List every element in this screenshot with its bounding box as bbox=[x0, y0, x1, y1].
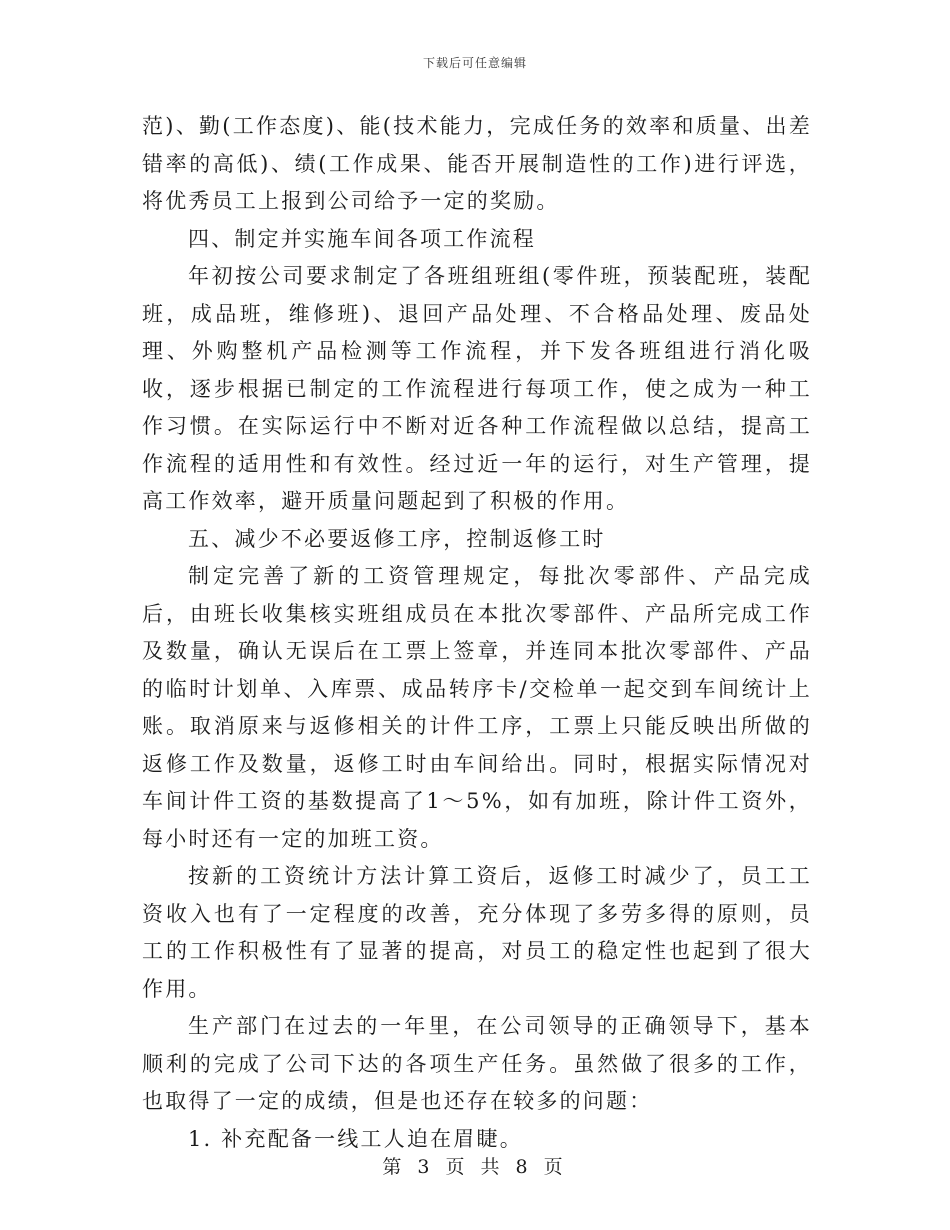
paragraph-summary: 生产部门在过去的一年里，在公司领导的正确领导下，基本顺利的完成了公司下达的各项生产任务。虽然做了很多的工作，也取得了一定的成绩，但是也还存在较多的问题： bbox=[142, 1014, 812, 1113]
page-header: 下载后可任意编辑 bbox=[422, 56, 527, 70]
page-number: 第 3 页 共 8 页 bbox=[382, 1156, 568, 1178]
paragraph-evaluation-criteria: 范)、勤(工作态度)、能(技术能力，完成任务的效率和质量、出差错率的高低)、绩(工作成果、能否开展制造性的工作)进行评选，将优秀员工上报到公司给予一定的奖励。 bbox=[142, 114, 812, 213]
section-heading-workflow: 四、制定并实施车间各项工作流程 bbox=[188, 226, 536, 251]
paragraph-wage-rules: 制定完善了新的工资管理规定，每批次零部件、产品完成后，由班长收集核实班组成员在本批次零部件、产品所完成工作及数量，确认无误后在工票上签章，并连同本批次零部件、产品的临时计划单、入库票、成品转序卡/交检单一起交到车间统计上账。取消原来与返修相关的计件工序，工票上只能反映出所做的返修工作及数量，返修工时由车间给出。同时，根据实际情况对车间计件工资的基数提高了1～5%，如有加班，除计件工资外，每小时还有一定的加班工资。 bbox=[142, 564, 812, 851]
paragraph-wage-results: 按新的工资统计方法计算工资后，返修工时减少了，员工工资收入也有了一定程度的改善，充分体现了多劳多得的原则，员工的工作积极性有了显著的提高，对员工的稳定性也起到了很大作用。 bbox=[142, 864, 812, 1001]
list-item-problem-1: 1. 补充配备一线工人迫在眉睫。 bbox=[188, 1126, 523, 1151]
paragraph-workflow: 年初按公司要求制定了各班组班组(零件班，预装配班，装配班，成品班，维修班)、退回产品处理、不合格品处理、废品处理、外购整机产品检测等工作流程，并下发各班组进行消化吸收，逐步根据已制定的工作流程进行每项工作，使之成为一种工作习惯。在实际运行中不断对近各种工作流程做以总结，提高工作流程的适用性和有效性。经过近一年的运行，对生产管理，提高工作效率，避开质量问题起到了积极的作用。 bbox=[142, 264, 812, 513]
section-heading-rework: 五、减少不必要返修工序，控制返修工时 bbox=[188, 526, 606, 551]
document-body bbox=[142, 108, 812, 1158]
